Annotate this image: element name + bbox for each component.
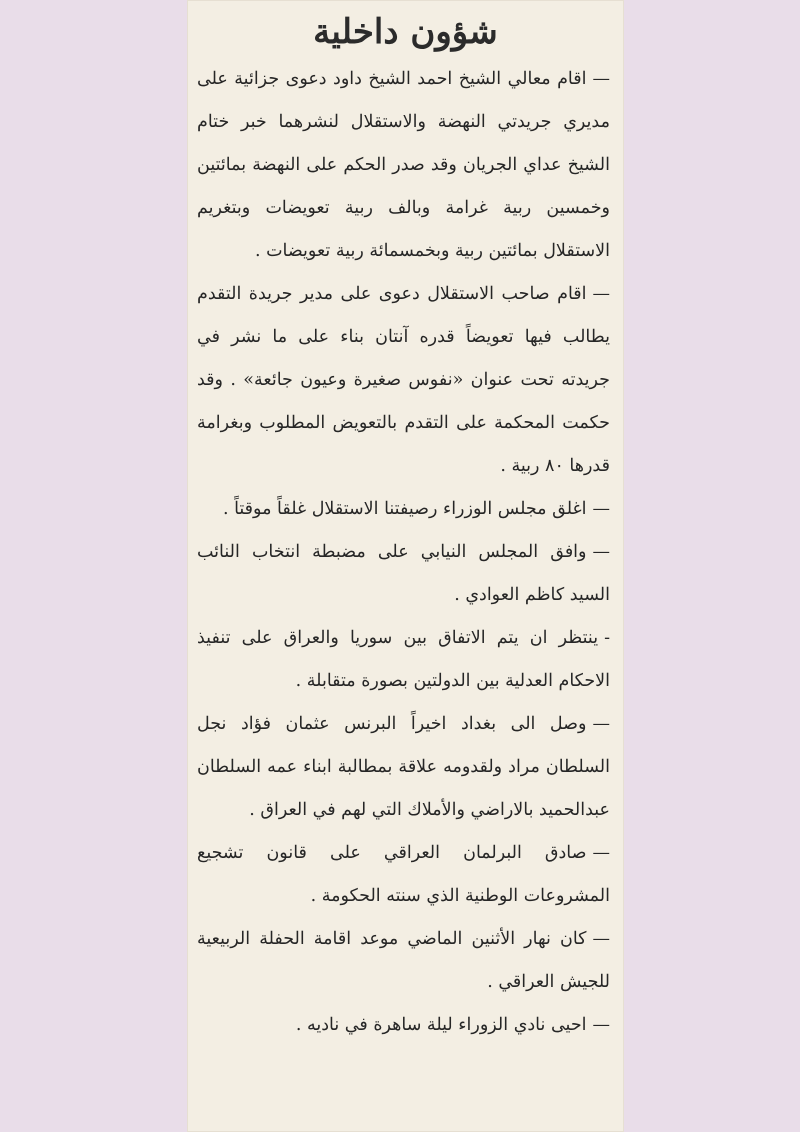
item-text: اقام صاحب الاستقلال دعوى على مدير جريدة التقدم يطالب فيها تعويضاً قدره آنتان بناء على ما نشر في جريدته تحت عنوان «نفوس صغيرة وعيون جائعة» . وقد حكمت المحكمة على التقدم بالتعويض المطلوب وبغرامة قدرها ٨٠ ربية . [197, 284, 610, 476]
item-text: احيى نادي الزوراء ليلة ساهرة في ناديه . [295, 1015, 587, 1035]
news-item-1 [197, 58, 610, 273]
news-item-5 [197, 617, 610, 703]
item-dash: — [592, 929, 610, 949]
news-item-8 [197, 918, 610, 1004]
news-item-3 [197, 488, 610, 531]
item-dash: — [592, 499, 610, 519]
newspaper-clipping [187, 0, 624, 1132]
news-item-2 [197, 273, 610, 488]
item-dash: — [592, 1015, 610, 1035]
item-dash: — [592, 843, 610, 863]
item-text: كان نهار الأثنين الماضي موعد اقامة الحفلة الربيعية للجيش العراقي . [197, 929, 610, 992]
news-column [187, 52, 624, 1047]
item-text: اقام معالي الشيخ احمد الشيخ داود دعوى جزائية على مديري جريدتي النهضة والاستقلال لنشرهما خبر ختام الشيخ عداي الجريان وقد صدر الحكم على النهضة بمائتين وخمسين ربية غرامة وبالف ربية تعويضات وبتغريم الاستقلال بمائتين ربية وبخمسمائة ربية تعويضات . [197, 69, 610, 261]
item-text: صادق البرلمان العراقي على قانون تشجيع المشروعات الوطنية الذي سنته الحكومة . [197, 843, 610, 906]
item-text: ينتظر ان يتم الاتفاق بين سوريا والعراق على تنفيذ الاحكام العدلية بين الدولتين بصورة متقابلة . [197, 628, 610, 691]
item-text: وافق المجلس النيابي على مضبطة انتخاب النائب السيد كاظم العوادي . [197, 542, 610, 605]
item-dash: — [592, 714, 610, 734]
news-item-9 [197, 1004, 610, 1047]
item-text: اغلق مجلس الوزراء رصيفتنا الاستقلال غلقاً موقتاً . [222, 499, 587, 519]
page-title: شؤون داخلية [313, 12, 498, 52]
item-dash: — [592, 284, 610, 304]
item-text: وصل الى بغداد اخيراً البرنس عثمان فؤاد نجل السلطان مراد ولقدومه علاقة بمطالبة ابناء عمه السلطان عبدالحميد بالاراضي والأملاك التي لهم في العراق . [197, 714, 610, 820]
news-item-6 [197, 703, 610, 832]
item-dash: — [592, 69, 610, 89]
news-item-4 [197, 531, 610, 617]
item-dash: — [592, 542, 610, 562]
news-item-7 [197, 832, 610, 918]
item-dash: - [604, 628, 610, 648]
